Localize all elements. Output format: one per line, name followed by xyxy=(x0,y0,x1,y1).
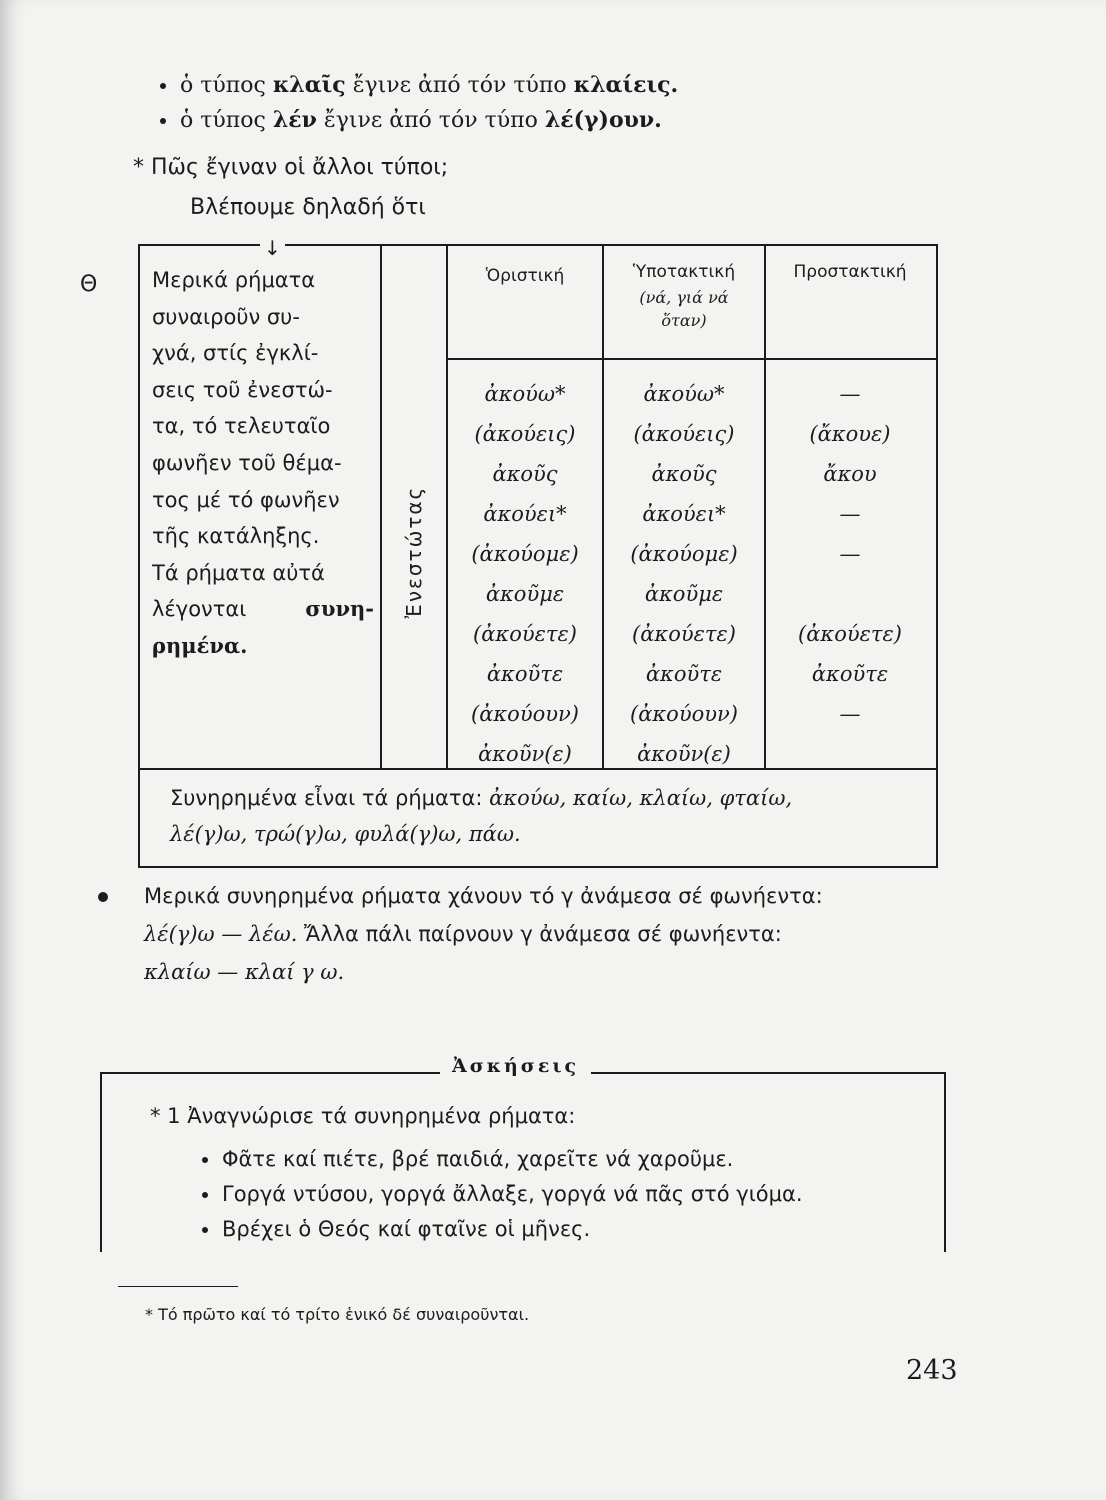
footnote: * Τό πρῶτο καί τό τρίτο ἑνικό δέ συναιροῦνται. xyxy=(145,1305,530,1324)
form-cell: ἀκοῦτε xyxy=(486,662,564,686)
bullet-dot xyxy=(202,1157,208,1163)
summary-verbs: ἀκούω, καίω, κλαίω, φταίω, xyxy=(489,786,793,810)
intro-text: ἔγινε ἀπό τόν τύπο xyxy=(345,73,574,98)
form-cell: ἄκου xyxy=(823,462,877,486)
form-cell: (ἀκούομε) xyxy=(630,542,738,566)
intro-line-2 xyxy=(160,107,662,133)
note-text: Ἄλλα πάλι παίρνουν γ ἀνάμεσα σέ φωνήεντα: xyxy=(297,922,782,946)
header-subjunctive xyxy=(604,262,764,330)
rule-line: συναιροῦν συ- xyxy=(152,304,300,329)
section-marker: Θ xyxy=(80,272,98,297)
rule-text xyxy=(152,262,374,665)
intro-text: ὁ τύπος xyxy=(180,108,273,133)
form-cell: (ἀκούετε) xyxy=(632,622,736,646)
rule-line: Μερικά ρήματα xyxy=(152,268,316,292)
form-cell: (ἀκούεις) xyxy=(633,422,735,446)
form-cell: ἀκοῦς xyxy=(492,462,558,486)
exercise-item xyxy=(202,1147,733,1171)
exercise-number: * 1 xyxy=(150,1104,181,1128)
rule-line: τα, τό τελευταῖο xyxy=(152,414,331,439)
note-line-2 xyxy=(144,922,782,946)
form-cell: — xyxy=(839,542,861,566)
subjunctive-column xyxy=(604,374,764,774)
note-example: λέ(γ)ω — λέω. xyxy=(144,922,298,946)
intro-line-1 xyxy=(160,72,678,98)
form-cell: ἀκοῦν(ε) xyxy=(478,742,572,766)
rule-bold: συνη- xyxy=(305,596,374,622)
rule-line: Τά ρήματα αὐτά xyxy=(152,560,325,585)
summary-line-2: λέ(γ)ω, τρώ(γ)ω, φυλά(γ)ω, πάω. xyxy=(170,822,521,846)
rule-line xyxy=(152,591,374,628)
rule-line: χνά, στίς ἐγκλί- xyxy=(152,341,319,366)
intro-bold: κλαῖς xyxy=(272,72,346,98)
form-cell: — xyxy=(839,382,861,406)
form-cell: (ἀκούετε) xyxy=(798,622,902,646)
form-cell: ἀκοῦτε xyxy=(811,662,889,686)
intro-text: ὁ τύπος xyxy=(180,73,273,98)
summary-text: Συνηρημένα εἶναι τά ρήματα: xyxy=(170,786,490,810)
rule-line: τῆς κατάληξης. xyxy=(152,524,320,549)
form-cell: (ἀκούουν) xyxy=(471,702,579,726)
rule-line: σεις τοῦ ἐνεστώ- xyxy=(152,377,333,402)
exercise-item-text: Φᾶτε καί πιέτε, βρέ παιδιά, χαρεῖτε νά χαροῦμε. xyxy=(222,1147,734,1171)
divider xyxy=(446,358,936,360)
intro-text: ἔγινε ἀπό τόν τύπο xyxy=(316,108,545,133)
form-cell: (ἀκούομε) xyxy=(471,542,579,566)
question-line: * Πῶς ἔγιναν οἱ ἄλλοι τύποι; xyxy=(133,155,449,180)
form-cell: ἀκοῦτε xyxy=(645,662,723,686)
exercise-item-text: Βρέχει ὁ Θεός καί φταῖνε οἱ μῆνες. xyxy=(222,1217,591,1241)
intro-bold: λέν xyxy=(272,107,317,133)
note-line-3: κλαίω — κλαί γ ω. xyxy=(144,960,345,984)
indicative-column xyxy=(448,374,602,774)
form-cell: — xyxy=(839,702,861,726)
footnote-rule xyxy=(118,1286,238,1287)
header-subjunctive-note: ὅταν) xyxy=(661,311,707,330)
divider xyxy=(380,244,382,768)
form-cell: ἀκοῦμε xyxy=(485,582,565,606)
rule-word: λέγονται xyxy=(152,597,247,622)
header-subjunctive-note: (νά, γιά νά xyxy=(639,288,729,307)
tense-label: Ἐνεστώτας xyxy=(402,485,426,619)
header-subjunctive-title: Ὑποτακτική xyxy=(632,262,736,282)
summary-line-1 xyxy=(170,786,792,810)
bullet-dot xyxy=(160,118,166,124)
form-cell: (ἀκούετε) xyxy=(473,622,577,646)
form-cell: — xyxy=(839,502,861,526)
header-indicative: Ὁριστική xyxy=(485,266,565,286)
form-cell: ἀκοῦμε xyxy=(644,582,724,606)
bullet-dot xyxy=(202,1192,208,1198)
form-cell: ἀκοῦν(ε) xyxy=(637,742,731,766)
bullet-dot xyxy=(202,1227,208,1233)
note-line-1: Μερικά συνηρημένα ρήματα χάνουν τό γ ἀνάμεσα σέ φωνήεντα: xyxy=(144,884,823,908)
exercise-item-text: Γοργά ντύσου, γοργά ἄλλαξε, γοργά νά πᾶς στό γιόμα. xyxy=(222,1182,803,1206)
form-cell: (ἀκούεις) xyxy=(474,422,576,446)
imperative-column xyxy=(766,374,934,774)
header-imperative: Προστακτική xyxy=(793,262,907,282)
form-cell: (ἄκουε) xyxy=(809,422,891,446)
exercise-item xyxy=(202,1217,590,1241)
form-cell: ἀκοῦς xyxy=(651,462,717,486)
exercise-1-heading xyxy=(150,1104,575,1128)
form-cell: ἀκούει* xyxy=(483,502,567,526)
form-cell: ἀκούω* xyxy=(484,382,566,406)
rule-line-bold: ρημένα. xyxy=(152,632,248,658)
form-cell xyxy=(766,574,934,614)
exercise-text: Ἀναγνώρισε τά συνηρημένα ρήματα: xyxy=(187,1104,576,1128)
note-bullet-icon xyxy=(98,892,108,902)
down-arrow-icon: ↓ xyxy=(260,236,285,260)
exercises-title: Ἀσκήσεις xyxy=(440,1055,591,1077)
bullet-dot xyxy=(160,83,166,89)
intro-bold: κλαίεις. xyxy=(573,72,679,98)
exercise-item xyxy=(202,1182,803,1206)
page-number: 243 xyxy=(906,1355,958,1386)
form-cell: ἀκούω* xyxy=(643,382,725,406)
rule-line: τος μέ τό φωνῆεν xyxy=(152,487,340,512)
intro-bold: λέ(γ)ουν. xyxy=(544,107,662,133)
we-see-line: Βλέπουμε δηλαδή ὅτι xyxy=(190,195,426,220)
form-cell: ἀκούει* xyxy=(642,502,726,526)
form-cell: (ἀκούουν) xyxy=(630,702,738,726)
form-cell xyxy=(766,734,934,774)
rule-line: φωνῆεν τοῦ θέμα- xyxy=(152,450,342,475)
